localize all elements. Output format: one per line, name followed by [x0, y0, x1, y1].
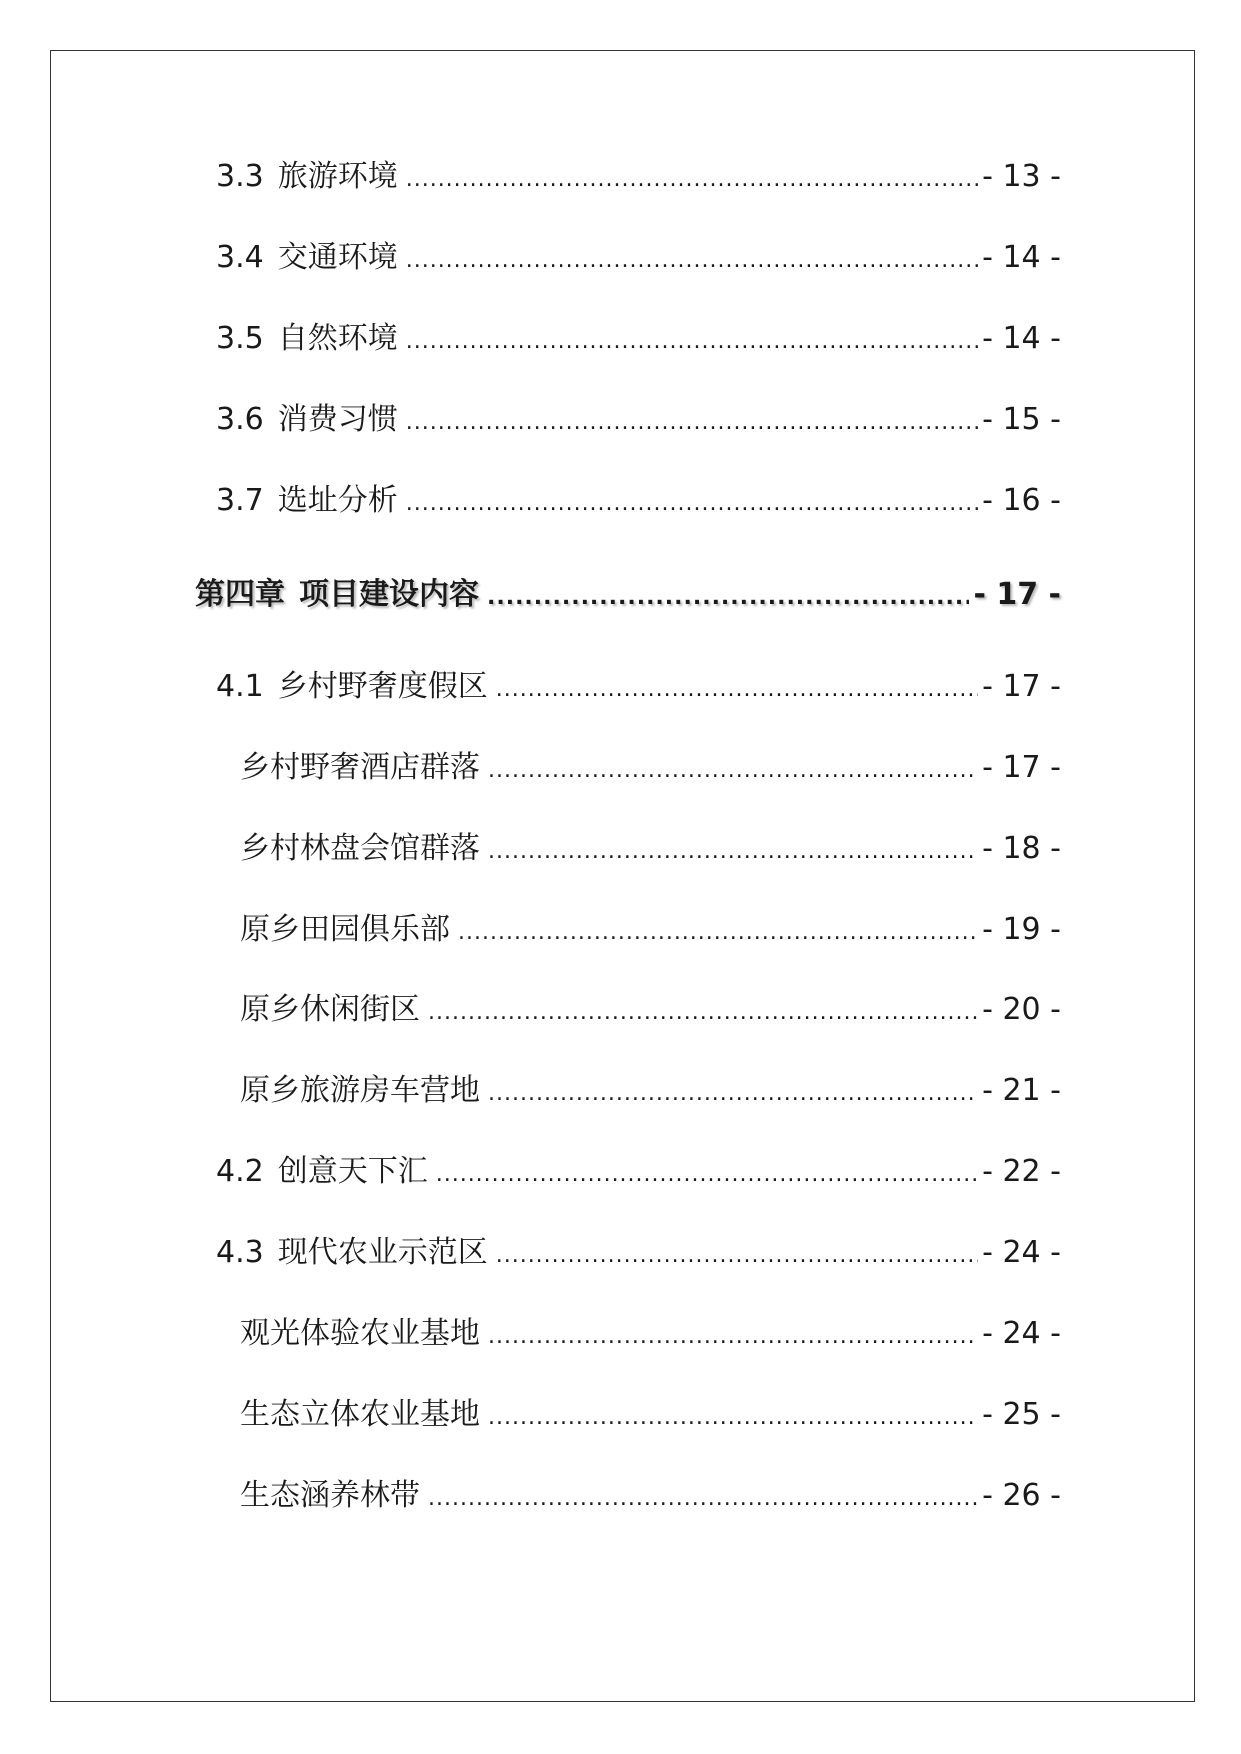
- toc-entry-number: 3.5: [216, 321, 264, 356]
- toc-entry-page: - 16 -: [982, 483, 1061, 518]
- toc-entry-title: 消费习惯: [277, 402, 398, 437]
- toc-entry-rv-campsite[interactable]: [240, 1071, 1061, 1114]
- toc-entry-page: - 17 -: [982, 669, 1061, 704]
- toc-entry-leisure-block[interactable]: [240, 990, 1061, 1033]
- toc-dot-leader: [428, 1479, 978, 1519]
- toc-dot-leader: [406, 403, 978, 443]
- toc-entry-title: 乡村野奢酒店群落: [240, 750, 480, 785]
- toc-entry-number: 第四章: [195, 577, 285, 612]
- toc-entry-page: - 24 -: [982, 1235, 1061, 1270]
- toc-entry-3-5[interactable]: [216, 319, 1061, 362]
- toc-dot-leader: [488, 751, 978, 791]
- toc-entry-number: 3.7: [216, 483, 264, 518]
- toc-entry-page: - 17 -: [973, 577, 1061, 612]
- toc-entry-eco-forest-belt[interactable]: [240, 1476, 1061, 1519]
- toc-entry-page: - 24 -: [982, 1316, 1061, 1351]
- toc-entry-3-4[interactable]: [216, 238, 1061, 281]
- toc-dot-leader: [406, 241, 978, 281]
- toc-entry-title: 生态立体农业基地: [240, 1397, 480, 1432]
- toc-entry-title: 原乡休闲街区: [240, 992, 420, 1027]
- toc-entry-page: - 20 -: [982, 992, 1061, 1027]
- toc-entry-luxury-hotel-cluster[interactable]: [240, 748, 1061, 791]
- toc-entry-title: 自然环境: [277, 321, 398, 356]
- toc-entry-linpan-club-cluster[interactable]: [240, 829, 1061, 872]
- toc-entry-4-2[interactable]: [216, 1152, 1061, 1195]
- toc-dot-leader: [488, 1317, 978, 1357]
- toc-entry-page: - 14 -: [982, 321, 1061, 356]
- toc-entry-title: 原乡田园俱乐部: [240, 912, 450, 947]
- toc-dot-leader: [488, 1398, 978, 1438]
- toc-entry-pastoral-club[interactable]: [240, 910, 1061, 953]
- toc-dot-leader: [436, 1155, 978, 1195]
- toc-entry-number: 3.6: [216, 402, 264, 437]
- toc-entry-page: - 18 -: [982, 831, 1061, 866]
- toc-entry-3-3[interactable]: [216, 157, 1061, 200]
- toc-entry-number: 4.3: [216, 1235, 264, 1270]
- toc-dot-leader: [406, 484, 978, 524]
- toc-entry-sightseeing-agri-base[interactable]: [240, 1314, 1061, 1357]
- toc-entry-number: 4.2: [216, 1154, 264, 1189]
- toc-entry-title: 乡村野奢度假区: [277, 669, 488, 704]
- toc-entry-number: 3.4: [216, 240, 264, 275]
- toc-entry-page: - 19 -: [982, 912, 1061, 947]
- toc-entry-page: - 26 -: [982, 1478, 1061, 1513]
- toc-dot-leader: [428, 993, 978, 1033]
- toc-entry-page: - 15 -: [982, 402, 1061, 437]
- toc-entry-3-6[interactable]: [216, 400, 1061, 443]
- toc-entry-page: - 17 -: [982, 750, 1061, 785]
- toc-dot-leader: [496, 1236, 978, 1276]
- toc-entry-3-7[interactable]: [216, 481, 1061, 524]
- toc-dot-leader: [406, 322, 978, 362]
- toc-entry-page: - 22 -: [982, 1154, 1061, 1189]
- toc-entry-title: 乡村林盘会馆群落: [240, 831, 480, 866]
- toc-entry-page: - 21 -: [982, 1073, 1061, 1108]
- toc-entry-page: - 14 -: [982, 240, 1061, 275]
- toc-dot-leader: [406, 160, 978, 200]
- toc-entry-title: 观光体验农业基地: [240, 1316, 480, 1351]
- toc-dot-leader: [458, 913, 978, 953]
- toc-entry-title: 项目建设内容: [299, 577, 479, 612]
- toc-dot-leader: [488, 1074, 978, 1114]
- toc-dot-leader: [496, 670, 978, 710]
- toc-entry-4-3[interactable]: [216, 1233, 1061, 1276]
- toc-entry-title: 创意天下汇: [277, 1154, 428, 1189]
- toc-entry-title: 旅游环境: [277, 159, 398, 194]
- toc-entry-number: 3.3: [216, 159, 264, 194]
- toc-entry-page: - 13 -: [982, 159, 1061, 194]
- toc-entry-title: 生态涵养林带: [240, 1478, 420, 1513]
- toc-entry-title: 选址分析: [277, 483, 398, 518]
- toc-entry-eco-agri-base[interactable]: [240, 1395, 1061, 1438]
- toc-dot-leader: [488, 832, 978, 872]
- toc-entry-4-1[interactable]: [216, 667, 1061, 710]
- toc-entry-title: 交通环境: [277, 240, 398, 275]
- toc-entry-title: 原乡旅游房车营地: [240, 1073, 480, 1108]
- toc-dot-leader: [487, 578, 969, 618]
- toc-entry-title: 现代农业示范区: [277, 1235, 488, 1270]
- toc-entry-number: 4.1: [216, 669, 264, 704]
- toc-entry-chapter-4[interactable]: [195, 575, 1061, 618]
- toc-entry-page: - 25 -: [982, 1397, 1061, 1432]
